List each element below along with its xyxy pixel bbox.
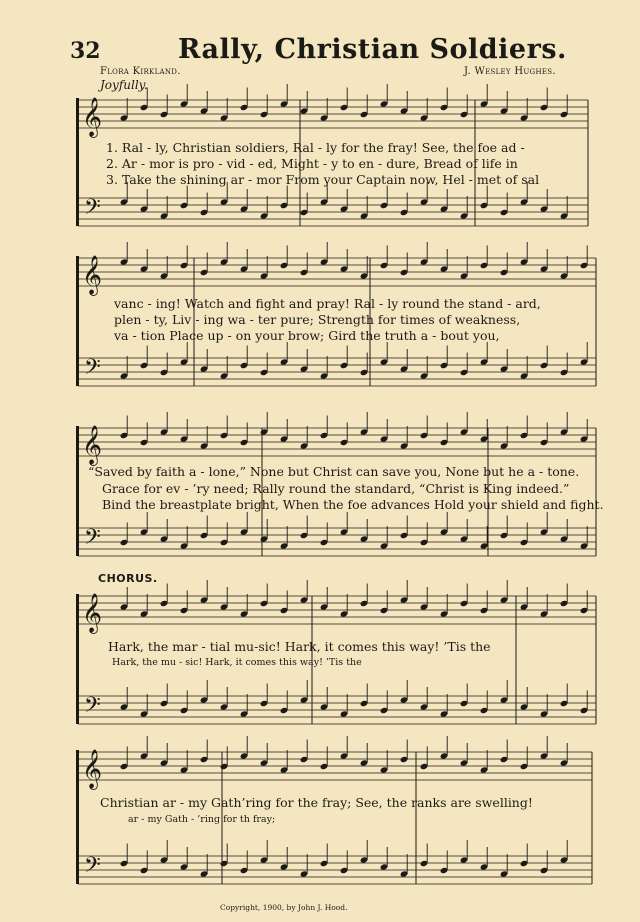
lyric-s5-lower: ar - my Gath - ’ring for th fray; [128,814,276,825]
system-5-brace [76,750,79,884]
system-3-brace [76,426,79,556]
lyric-s2-verse1: vanc - ing! Watch and fight and pray! Ral - ly round the stand - ard, [114,296,541,311]
chorus-label: CHORUS. [98,572,158,585]
lyric-s4-upper: Hark, the mar - tial mu-sic! Hark, it comes this way! ’Tis the [108,639,491,654]
system-1-brace [76,98,79,226]
system-4-treble-clef-icon: 𝄞 [82,593,103,633]
lyric-s3-verse3: Bind the breastplate bright, When the foe advances Hold your shield and fight. [102,497,604,512]
lyric-s5-upper: Christian ar - my Gath’ring for the fray; See, the ranks are swelling! [100,795,533,810]
lyric-s2-verse2: plen - ty, Liv - ing wa - ter pure; Strength for times of weakness, [114,312,521,327]
system-1-treble-clef-icon: 𝄞 [82,97,103,137]
lyric-s3-verse1: “Saved by faith a - lone,” None but Christ can save you, None but he a - tone. [88,464,580,479]
lyric-s1-verse1: 1. Ral - ly, Christian soldiers, Ral - ly for the fray! See, the foe ad - [106,140,525,155]
system-5-bass-clef-icon: 𝄢 [84,853,101,883]
system-4-bass-clef-icon: 𝄢 [84,693,101,723]
lyric-s3-verse2: Grace for ev - ’ry need; Rally round the standard, “Christ is King indeed.” [102,481,570,496]
system-2-treble-clef-icon: 𝄞 [82,255,103,295]
lyric-s1-verse2: 2. Ar - mor is pro - vid - ed, Might - y to en - dure, Bread of life in [106,156,518,171]
copyright-notice: Copyright, 1900, by John J. Hood. [220,903,348,912]
system-5-treble-clef-icon: 𝄞 [82,749,103,789]
lyric-s2-verse3: va - tion Place up - on your brow; Gird the truth a - bout you, [114,328,500,343]
system-2-brace [76,256,79,386]
system-1-bass-clef-icon: 𝄢 [84,195,101,225]
system-3-treble-clef-icon: 𝄞 [82,425,103,465]
composer-credit: J. Wesley Hughes. [464,66,556,77]
tempo-marking: Joyfully. [100,78,148,92]
system-4-brace [76,594,79,724]
page-number: 32 [70,38,101,64]
lyric-s4-lower: Hark, the mu - sic! Hark, it comes this way! ’Tis the [112,657,362,668]
hymn-title: Rally, Christian Soldiers. [178,34,567,65]
system-2-bass-clef-icon: 𝄢 [84,355,101,385]
lyricist-credit: Flora Kirkland. [100,66,181,77]
lyric-s1-verse3: 3. Take the shining ar - mor From your Captain now, Hel - met of sal [106,172,540,187]
system-3-bass-clef-icon: 𝄢 [84,525,101,555]
